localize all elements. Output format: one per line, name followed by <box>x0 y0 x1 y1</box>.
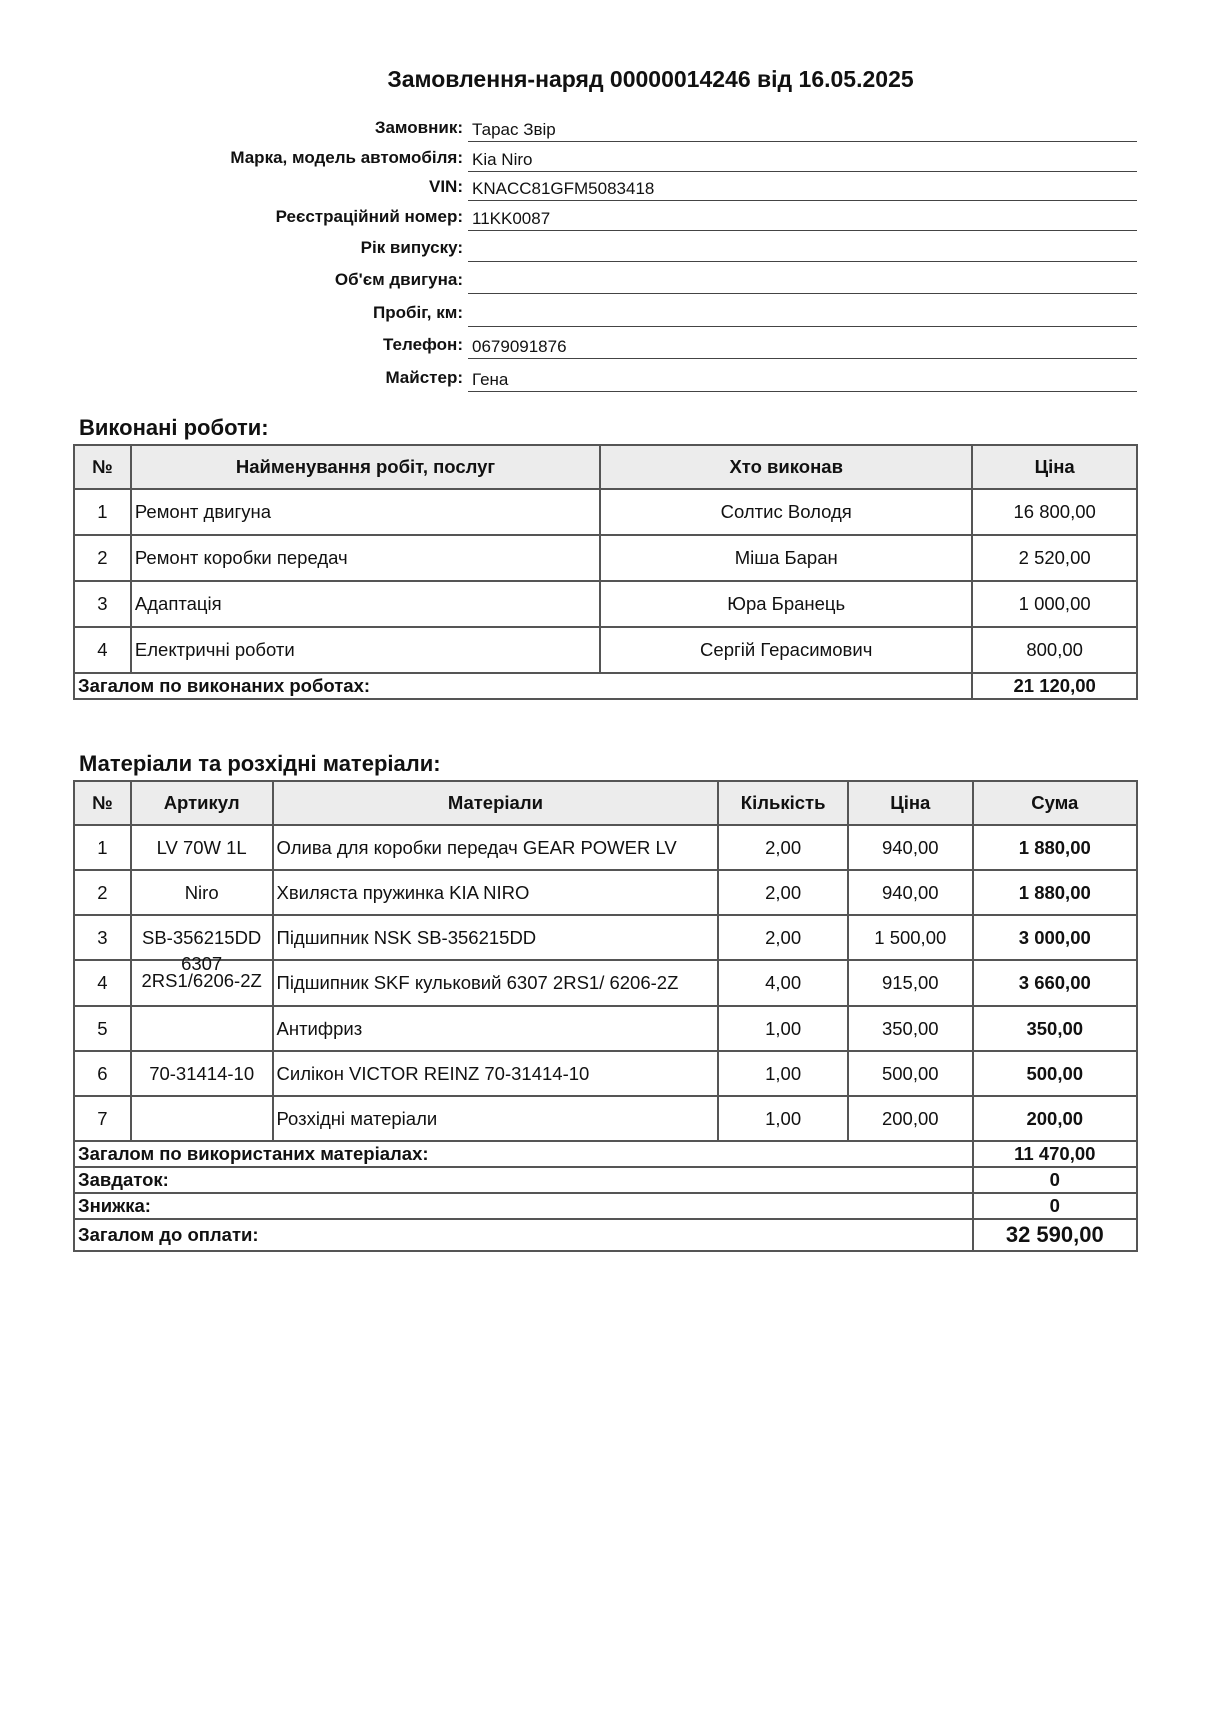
info-row-year <box>0 232 1211 262</box>
info-value: Kia Niro <box>468 146 1137 172</box>
line-sum: 3 660,00 <box>973 960 1137 1006</box>
material-name: Хвиляста пружинка KIA NIRO <box>273 870 719 915</box>
grand-total-value: 32 590,00 <box>973 1219 1137 1251</box>
table-row <box>74 1096 1137 1141</box>
article <box>131 1006 273 1051</box>
article: Niro <box>131 870 273 915</box>
info-row-reg-number <box>0 201 1211 231</box>
quantity: 1,00 <box>718 1096 848 1141</box>
work-name: Адаптація <box>131 581 600 627</box>
work-name: Ремонт двигуна <box>131 489 600 535</box>
materials-table <box>73 780 1138 1252</box>
column-header: Найменування робіт, послуг <box>131 445 600 489</box>
info-label: Телефон: <box>383 335 463 354</box>
deposit-row <box>74 1167 1137 1193</box>
line-sum: 350,00 <box>973 1006 1137 1051</box>
column-header: Матеріали <box>273 781 719 825</box>
works-heading: Виконані роботи: <box>79 415 269 440</box>
work-name: Електричні роботи <box>131 627 600 673</box>
column-header: Ціна <box>972 445 1137 489</box>
info-label: Реєстраційний номер: <box>275 207 463 226</box>
materials-total-value: 11 470,00 <box>973 1141 1137 1167</box>
column-header: Ціна <box>848 781 973 825</box>
table-row <box>74 915 1137 960</box>
row-number: 3 <box>74 581 131 627</box>
unit-price: 1 500,00 <box>848 915 973 960</box>
work-price: 2 520,00 <box>972 535 1137 581</box>
row-number: 2 <box>74 870 131 915</box>
quantity: 4,00 <box>718 960 848 1006</box>
work-price: 1 000,00 <box>972 581 1137 627</box>
article: 6307 2RS1/6206-2Z <box>141 955 262 991</box>
info-row-customer <box>0 112 1211 142</box>
quantity: 1,00 <box>718 1051 848 1096</box>
info-row-phone <box>0 329 1211 359</box>
info-label: Рік випуску: <box>360 238 463 257</box>
info-label: Пробіг, км: <box>373 303 463 322</box>
work-price: 16 800,00 <box>972 489 1137 535</box>
article: LV 70W 1L <box>131 825 273 870</box>
info-label: Замовник: <box>374 118 463 137</box>
info-value <box>468 236 1137 262</box>
info-row-car-model <box>0 142 1211 172</box>
material-name: Розхідні матеріали <box>273 1096 719 1141</box>
info-value <box>468 268 1137 294</box>
info-value: Гена <box>468 366 1137 392</box>
row-number: 5 <box>74 1006 131 1051</box>
material-name: Антифриз <box>273 1006 719 1051</box>
line-sum: 3 000,00 <box>973 915 1137 960</box>
material-name: Олива для коробки передач GEAR POWER LV <box>273 825 719 870</box>
work-price: 800,00 <box>972 627 1137 673</box>
grand-total-label: Загалом до оплати: <box>74 1219 973 1251</box>
material-name: Силікон VICTOR REINZ 70-31414-10 <box>273 1051 719 1096</box>
row-number: 6 <box>74 1051 131 1096</box>
line-sum: 500,00 <box>973 1051 1137 1096</box>
column-header: № <box>74 781 131 825</box>
discount-row <box>74 1193 1137 1219</box>
info-label: Об'єм двигуна: <box>334 270 463 289</box>
deposit-label: Завдаток: <box>74 1167 973 1193</box>
column-header: Хто виконав <box>600 445 972 489</box>
column-header: Артикул <box>131 781 273 825</box>
works-total-row <box>74 673 1137 699</box>
column-header: № <box>74 445 131 489</box>
materials-total-label: Загалом по використаних матеріалах: <box>74 1141 973 1167</box>
info-value <box>468 301 1137 327</box>
info-label: VIN: <box>429 177 463 196</box>
quantity: 2,00 <box>718 825 848 870</box>
table-row <box>74 627 1137 673</box>
row-number: 1 <box>74 489 131 535</box>
materials-heading: Матеріали та розхідні матеріали: <box>79 751 441 776</box>
info-label: Майстер: <box>385 368 463 387</box>
table-row <box>74 960 1137 1006</box>
column-header: Кількість <box>718 781 848 825</box>
document-title: Замовлення-наряд 00000014246 від 16.05.2025 <box>387 66 914 92</box>
row-number: 3 <box>74 915 131 960</box>
unit-price: 940,00 <box>848 825 973 870</box>
work-performer: Міша Баран <box>600 535 972 581</box>
unit-price: 915,00 <box>848 960 973 1006</box>
work-performer: Солтис Володя <box>600 489 972 535</box>
table-row <box>74 1006 1137 1051</box>
info-value: 0679091876 <box>468 333 1137 359</box>
unit-price: 200,00 <box>848 1096 973 1141</box>
work-name: Ремонт коробки передач <box>131 535 600 581</box>
deposit-value: 0 <box>973 1167 1137 1193</box>
unit-price: 940,00 <box>848 870 973 915</box>
work-performer: Сергій Герасимович <box>600 627 972 673</box>
article-cell <box>131 955 273 1006</box>
info-value: 11KK0087 <box>468 205 1137 231</box>
article <box>131 1096 273 1141</box>
row-number: 1 <box>74 825 131 870</box>
unit-price: 500,00 <box>848 1051 973 1096</box>
quantity: 1,00 <box>718 1006 848 1051</box>
info-value: KNACC81GFM5083418 <box>468 175 1137 201</box>
grand-total-row <box>74 1219 1137 1251</box>
row-number: 4 <box>74 627 131 673</box>
table-row <box>74 825 1137 870</box>
line-sum: 1 880,00 <box>973 825 1137 870</box>
info-value: Тарас Звір <box>468 116 1137 142</box>
works-total-value: 21 120,00 <box>972 673 1137 699</box>
materials-total-row <box>74 1141 1137 1167</box>
work-performer: Юра Бранець <box>600 581 972 627</box>
line-sum: 200,00 <box>973 1096 1137 1141</box>
table-row <box>74 1051 1137 1096</box>
discount-label: Знижка: <box>74 1193 973 1219</box>
material-name: Підшипник SKF кульковий 6307 2RS1/ 6206-2Z <box>273 960 719 1006</box>
table-row <box>74 581 1137 627</box>
works-header-row <box>74 445 1137 489</box>
unit-price: 350,00 <box>848 1006 973 1051</box>
table-row <box>74 535 1137 581</box>
quantity: 2,00 <box>718 915 848 960</box>
works-total-label: Загалом по виконаних роботах: <box>74 673 972 699</box>
info-row-engine <box>0 264 1211 294</box>
info-row-mileage <box>0 297 1211 327</box>
table-row <box>74 870 1137 915</box>
info-row-vin <box>0 171 1211 201</box>
row-number: 7 <box>74 1096 131 1141</box>
info-row-master <box>0 362 1211 392</box>
info-label: Марка, модель автомобіля: <box>230 148 463 167</box>
material-name: Підшипник NSK SB-356215DD <box>273 915 719 960</box>
table-row <box>74 489 1137 535</box>
quantity: 2,00 <box>718 870 848 915</box>
article: 70-31414-10 <box>131 1051 273 1096</box>
article: SB-356215DD <box>131 915 273 960</box>
discount-value: 0 <box>973 1193 1137 1219</box>
row-number: 4 <box>74 960 131 1006</box>
works-table <box>73 444 1138 700</box>
column-header: Сума <box>973 781 1137 825</box>
line-sum: 1 880,00 <box>973 870 1137 915</box>
materials-header-row <box>74 781 1137 825</box>
row-number: 2 <box>74 535 131 581</box>
